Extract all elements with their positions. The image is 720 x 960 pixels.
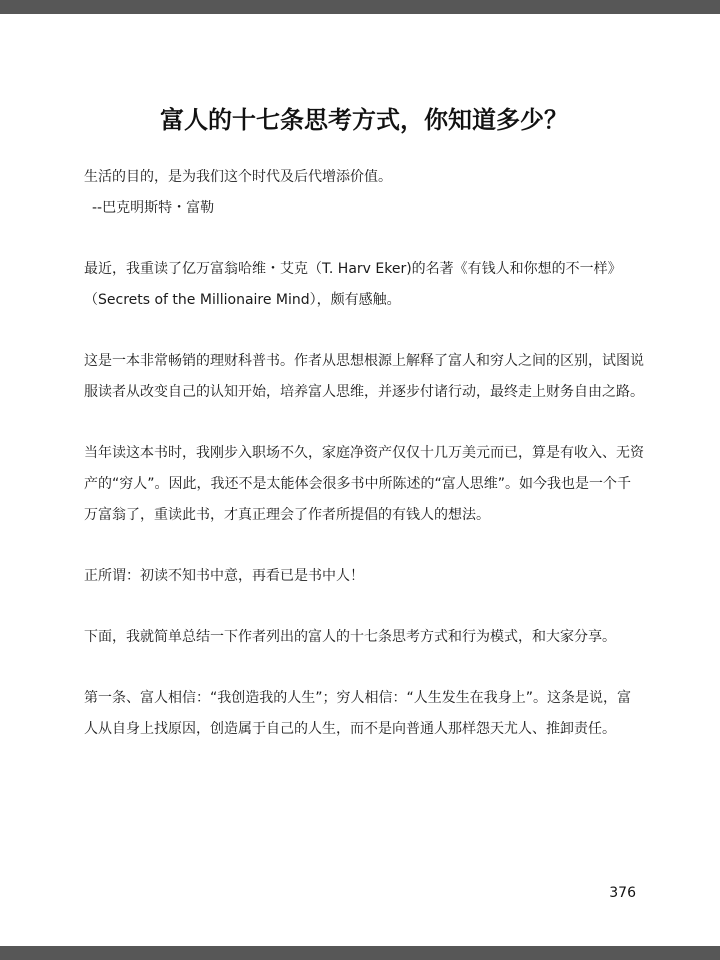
epigraph-author: --巴克明斯特・富勒 bbox=[92, 200, 215, 216]
paragraph-background: 当年读这本书时，我刚步入职场不久，家庭净资产仅仅十几万美元而已，算是有收入、无资产的“穷人”。因此，我还不是太能体会很多书中所陈述的“富人思维”。如今我也是一个千万富翁了，重读此书，才真正理会了作者所提倡的有钱人的想法。 bbox=[84, 445, 644, 523]
document-title: 富人的十七条思考方式，你知道多少？ bbox=[160, 106, 568, 134]
epigraph-quote: 生活的目的，是为我们这个时代及后代增添价值。 bbox=[84, 169, 392, 185]
paragraph-overview: 下面，我就简单总结一下作者列出的富人的十七条思考方式和行为模式，和大家分享。 bbox=[84, 629, 616, 645]
paragraph-book-summary: 这是一本非常畅销的理财科普书。作者从思想根源上解释了富人和穷人之间的区别，试图说服读者从改变自己的认知开始，培养富人思维，并逐步付诸行动，最终走上财务自由之路。 bbox=[84, 353, 644, 400]
bottom-border-bar bbox=[0, 946, 720, 960]
top-border-bar bbox=[0, 0, 720, 14]
paragraph-saying: 正所谓：初读不知书中意，再看已是书中人！ bbox=[84, 568, 364, 584]
page-number: 376 bbox=[609, 885, 636, 901]
paragraph-rule-one: 第一条、富人相信：“我创造我的人生”；穷人相信：“人生发生在我身上”。这条是说，富人从自身上找原因，创造属于自己的人生，而不是向普通人那样怨天尤人、推卸责任。 bbox=[84, 690, 632, 737]
document-page bbox=[84, 100, 644, 745]
paragraph-intro: 最近，我重读了亿万富翁哈维・艾克（T. Harv Eker)的名著《有钱人和你想的不一样》（Secrets of the Millionaire Mind），颇有感触。 bbox=[84, 261, 622, 308]
